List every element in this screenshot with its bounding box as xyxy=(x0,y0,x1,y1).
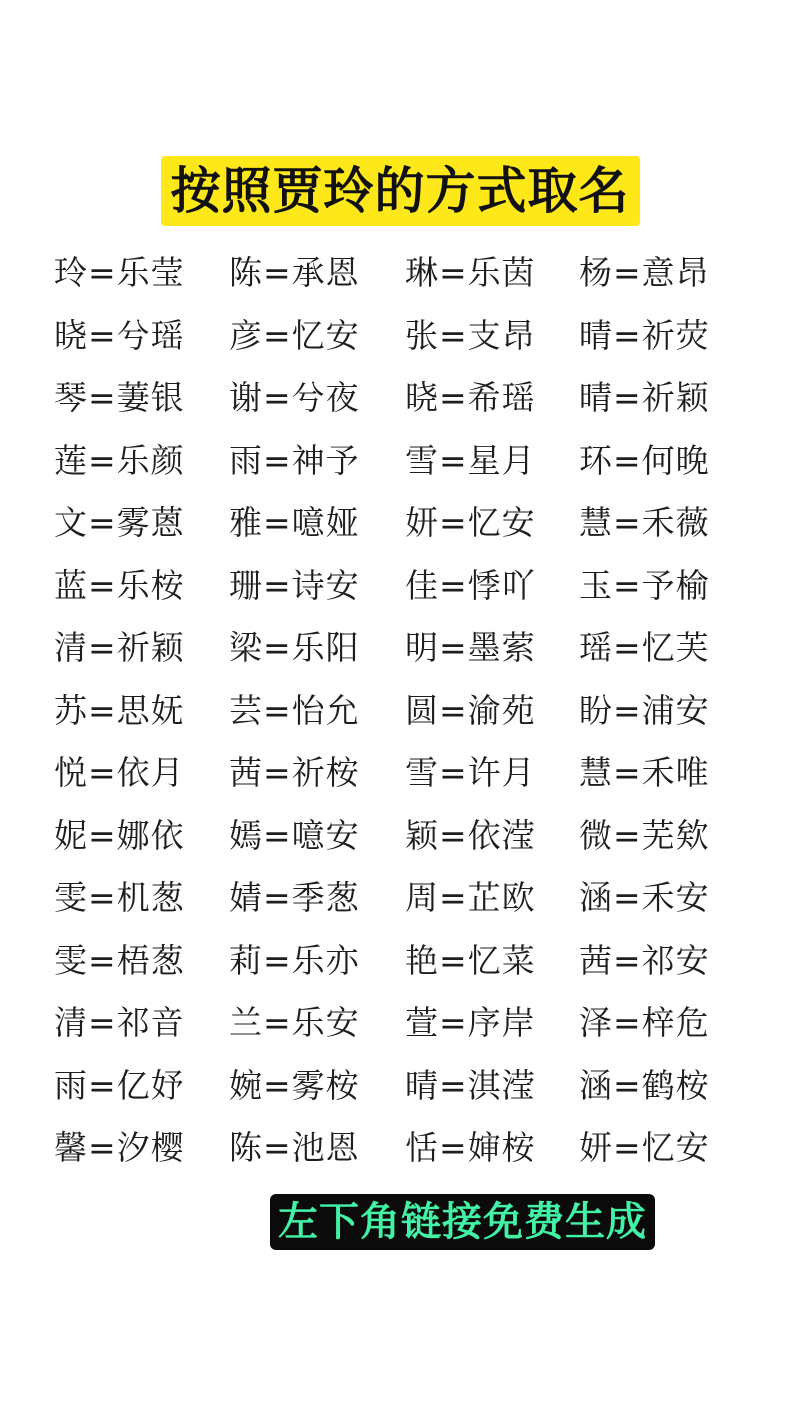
name-pair: 圆=渝苑 xyxy=(405,690,536,730)
name-pair: 琳=乐茵 xyxy=(405,253,536,292)
cta-banner: 左下角链接免费生成 xyxy=(270,1194,655,1250)
name-pair: 雪=许月 xyxy=(405,753,536,792)
name-pair: 环=何晚 xyxy=(579,440,710,480)
name-pair: 茜=祁安 xyxy=(579,940,710,980)
name-pair: 慧=禾薇 xyxy=(579,503,710,542)
name-pair: 琴=萋银 xyxy=(54,378,185,417)
name-pair: 陈=池恩 xyxy=(229,1128,360,1167)
name-pair: 雨=神予 xyxy=(229,440,360,480)
name-pair: 陈=承恩 xyxy=(229,253,360,292)
name-pair: 梁=乐阳 xyxy=(229,628,360,667)
name-pair: 苏=思妩 xyxy=(54,690,185,730)
page-title: 按照贾玲的方式取名 xyxy=(161,156,640,226)
name-grid xyxy=(54,242,754,1180)
name-pair: 明=墨萦 xyxy=(405,628,536,667)
name-pair: 晴=祈荧 xyxy=(579,315,710,355)
name-pair: 雯=梧葱 xyxy=(54,940,185,980)
name-pair: 茜=祈桉 xyxy=(229,753,360,792)
name-pair: 涵=禾安 xyxy=(579,878,710,917)
name-pair: 晓=兮瑶 xyxy=(54,315,185,355)
name-pair: 张=支昂 xyxy=(405,315,536,355)
name-pair: 清=祁音 xyxy=(54,1003,185,1042)
name-pair: 晴=淇滢 xyxy=(405,1065,536,1105)
name-pair: 莉=乐亦 xyxy=(229,940,360,980)
name-pair: 雯=机葱 xyxy=(54,878,185,917)
name-pair: 馨=汐樱 xyxy=(54,1128,185,1167)
name-pair: 雪=星月 xyxy=(405,440,536,480)
name-pair: 妍=忆安 xyxy=(405,503,536,542)
name-pair: 萱=序岸 xyxy=(405,1003,536,1042)
name-pair: 雨=亿妤 xyxy=(54,1065,185,1105)
cta-container xyxy=(270,1194,655,1250)
name-pair: 微=芜欸 xyxy=(579,815,710,855)
name-pair: 瑶=忆芙 xyxy=(579,628,710,667)
name-pair: 彦=忆安 xyxy=(229,315,360,355)
name-pair: 莲=乐颜 xyxy=(54,440,185,480)
name-pair: 佳=悸吖 xyxy=(405,565,536,605)
name-pair: 珊=诗安 xyxy=(229,565,360,605)
name-pair: 盼=浦安 xyxy=(579,690,710,730)
name-pair: 艳=忆菜 xyxy=(405,940,536,980)
name-pair: 蓝=乐桉 xyxy=(54,565,185,605)
name-pair: 杨=意昂 xyxy=(579,253,710,292)
name-pair: 兰=乐安 xyxy=(229,1003,360,1042)
name-pair: 妮=娜依 xyxy=(54,815,185,855)
name-pair: 泽=梓危 xyxy=(579,1003,710,1042)
name-pair: 玉=予榆 xyxy=(579,565,710,605)
name-pair: 晓=希瑶 xyxy=(405,378,536,417)
name-pair: 谢=兮夜 xyxy=(229,378,360,417)
name-pair: 妍=忆安 xyxy=(579,1128,710,1167)
name-pair: 周=芷欧 xyxy=(405,878,536,917)
name-pair: 恬=婶桉 xyxy=(405,1128,536,1167)
name-pair: 文=雾蒽 xyxy=(54,503,185,542)
name-pair: 涵=鹤桉 xyxy=(579,1065,710,1105)
name-pair: 慧=禾唯 xyxy=(579,753,710,792)
name-pair: 芸=怡允 xyxy=(229,690,360,730)
name-pair: 晴=祈颖 xyxy=(579,378,710,417)
name-pair: 颖=依滢 xyxy=(405,815,536,855)
name-pair: 雅=噫娅 xyxy=(229,503,360,542)
name-pair: 婧=季葱 xyxy=(229,878,360,917)
name-pair: 玲=乐莹 xyxy=(54,253,185,292)
title-container xyxy=(0,156,800,226)
name-pair: 嫣=噫安 xyxy=(229,815,360,855)
name-pair: 清=祈颖 xyxy=(54,628,185,667)
name-pair: 悦=依月 xyxy=(54,753,185,792)
name-pair: 婉=雾桉 xyxy=(229,1065,360,1105)
